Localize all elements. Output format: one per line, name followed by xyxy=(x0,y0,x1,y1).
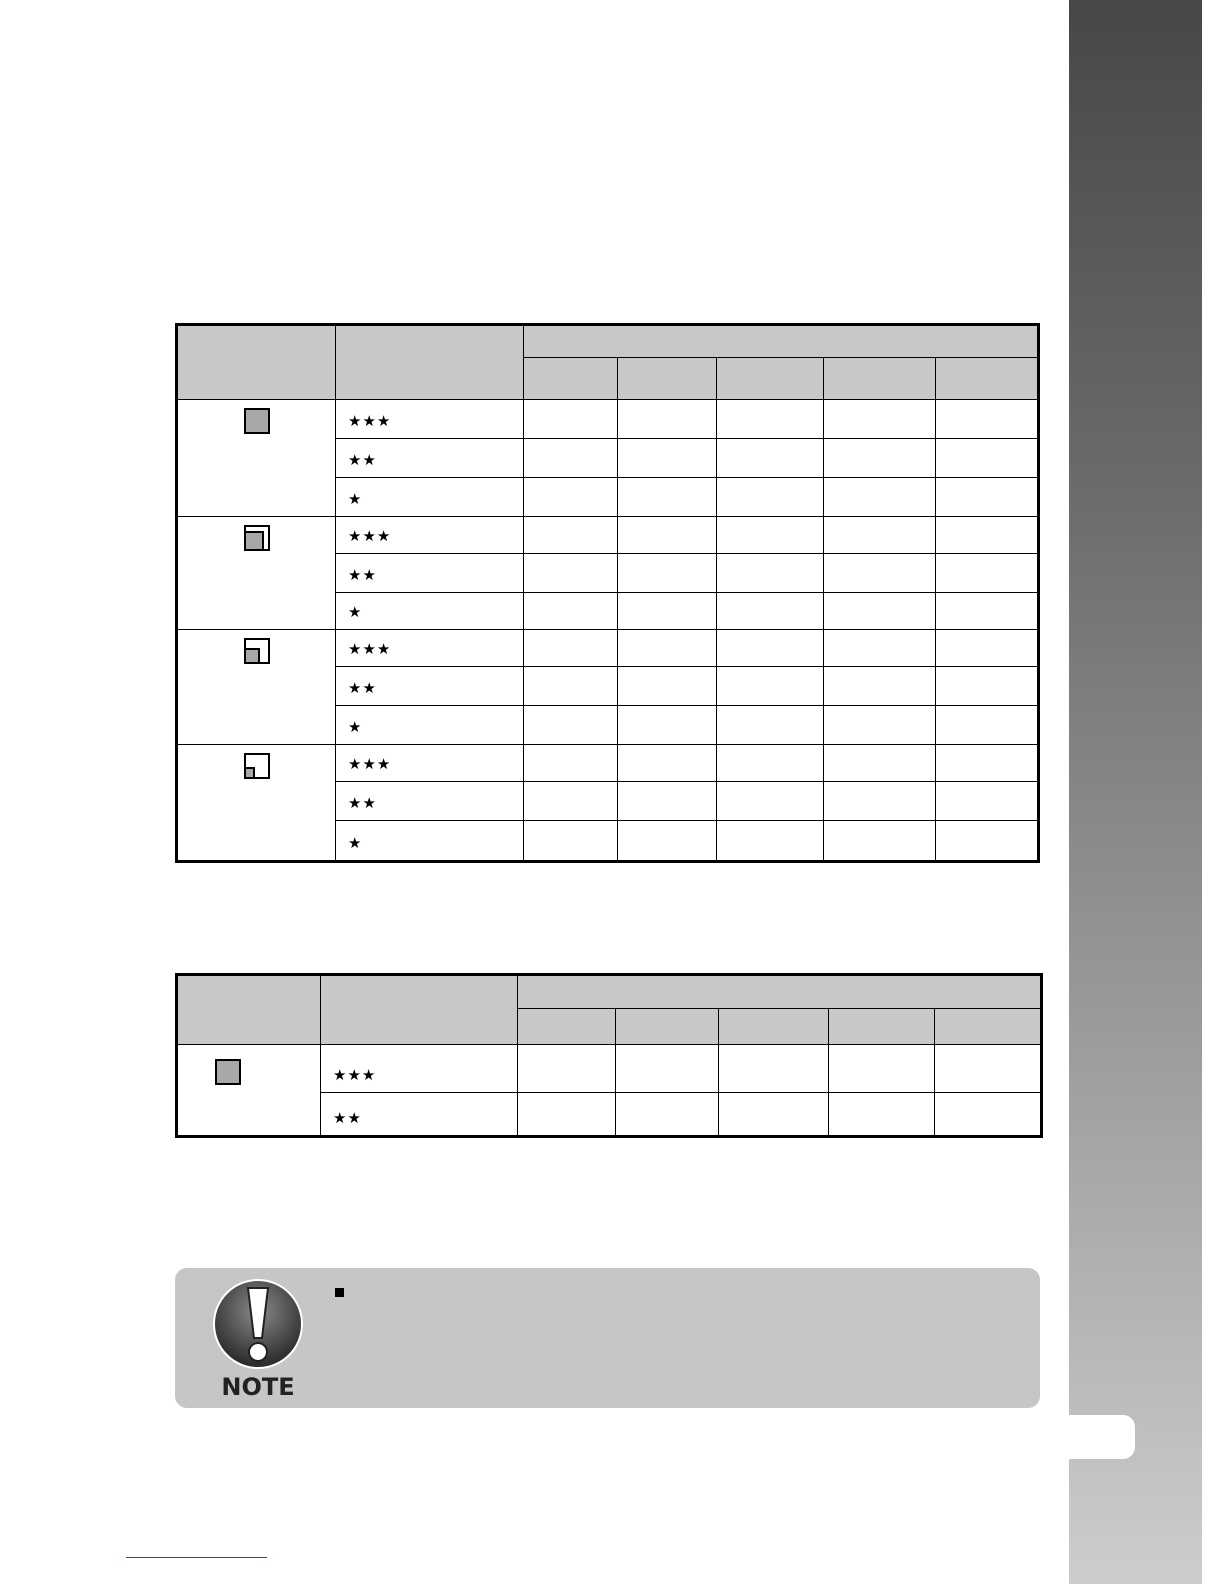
quality-rating: ★★★ xyxy=(336,517,524,554)
footer-link-underline[interactable] xyxy=(126,1557,267,1558)
header-col-4 xyxy=(829,1009,935,1045)
page-number-tab xyxy=(1069,1415,1135,1459)
large-size-icon xyxy=(244,525,270,551)
quality-rating: ★ xyxy=(336,821,524,862)
header-col-5 xyxy=(935,1009,1042,1045)
header-col-1 xyxy=(524,358,618,400)
header-capacity xyxy=(524,325,1039,358)
header-col-3 xyxy=(717,358,824,400)
exclamation-icon xyxy=(210,1278,306,1400)
quality-rating: ★★ xyxy=(336,782,524,821)
size-cell-full xyxy=(177,1045,321,1137)
quality-rating: ★★ xyxy=(336,439,524,478)
quality-table-1 xyxy=(175,323,1040,863)
quality-rating: ★★★ xyxy=(336,400,524,439)
chapter-side-bar xyxy=(1069,0,1202,1584)
header-col-3 xyxy=(719,1009,829,1045)
small-size-icon xyxy=(244,753,270,779)
square-bullet-icon xyxy=(335,1288,344,1297)
header-size xyxy=(177,975,321,1045)
header-col-1 xyxy=(518,1009,616,1045)
size-cell-full xyxy=(177,400,336,517)
note-box xyxy=(175,1268,1040,1408)
medium-size-icon xyxy=(244,638,270,664)
quality-rating: ★★ xyxy=(336,554,524,593)
header-col-2 xyxy=(618,358,717,400)
header-size xyxy=(177,325,336,400)
header-col-4 xyxy=(824,358,936,400)
full-size-icon xyxy=(244,408,270,434)
quality-rating: ★★★ xyxy=(336,745,524,782)
quality-rating: ★★ xyxy=(321,1093,518,1137)
header-quality xyxy=(336,325,524,400)
note-label: NOTE xyxy=(221,1373,295,1400)
size-cell-large xyxy=(177,517,336,630)
full-size-icon xyxy=(215,1059,241,1085)
header-capacity xyxy=(518,975,1042,1009)
quality-rating: ★★★ xyxy=(321,1045,518,1093)
quality-table-2 xyxy=(175,973,1043,1138)
quality-rating: ★ xyxy=(336,478,524,517)
size-cell-medium xyxy=(177,630,336,745)
quality-rating: ★★★ xyxy=(336,630,524,667)
header-col-2 xyxy=(616,1009,719,1045)
quality-rating: ★ xyxy=(336,593,524,630)
header-col-5 xyxy=(936,358,1039,400)
quality-rating: ★ xyxy=(336,706,524,745)
size-cell-small xyxy=(177,745,336,862)
quality-rating: ★★ xyxy=(336,667,524,706)
header-quality xyxy=(321,975,518,1045)
